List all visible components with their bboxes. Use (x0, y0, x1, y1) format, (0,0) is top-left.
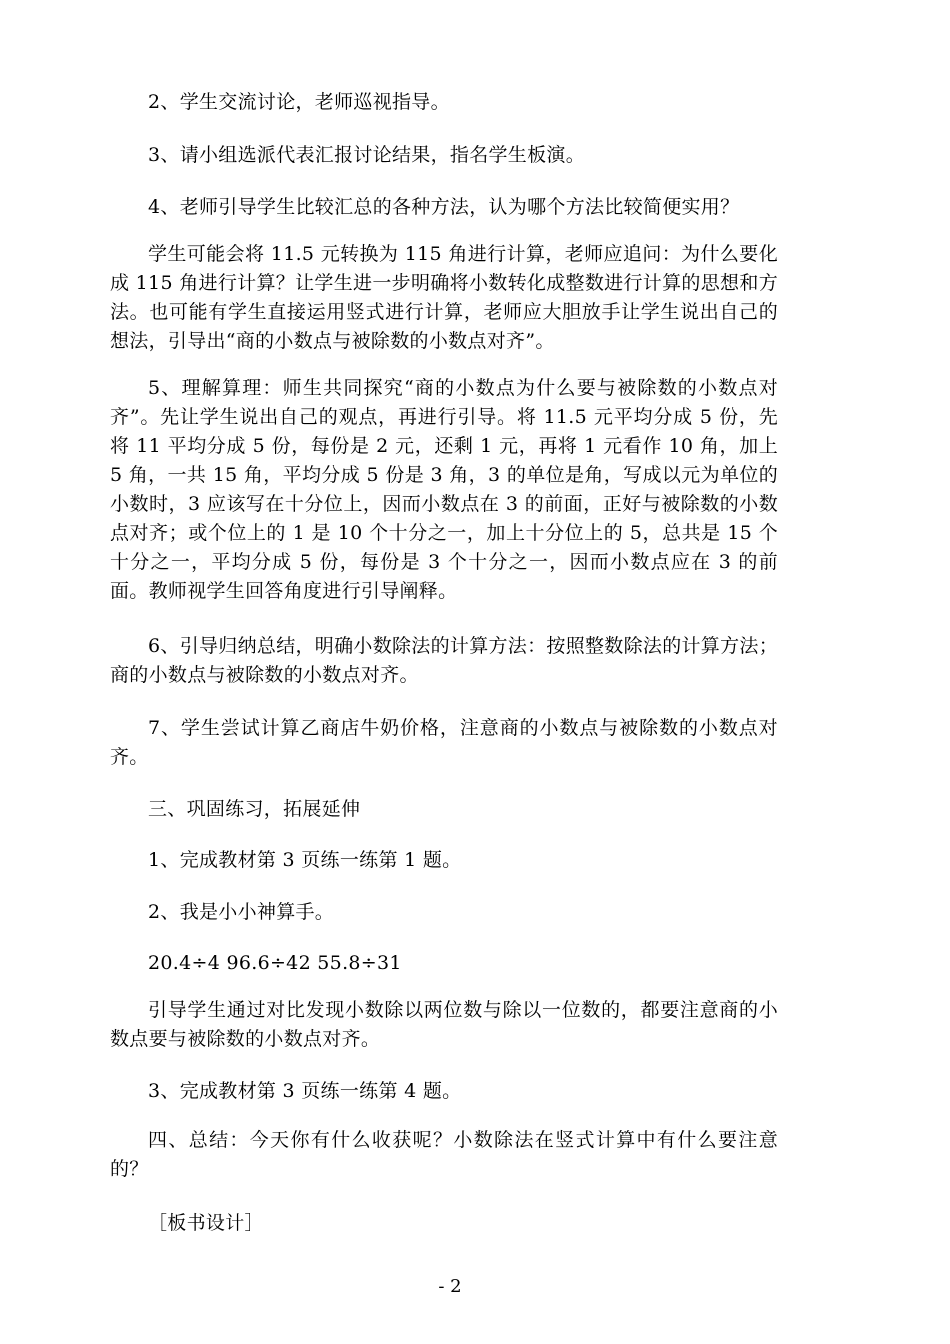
paragraph-step-4: 4、老师引导学生比较汇总的各种方法，认为哪个方法比较简便实用？ (148, 196, 740, 218)
paragraph-comparison-guide: 引导学生通过对比发现小数除以两位数与除以一位数的，都要注意商的小数点要与被除数的小数点对齐。 (110, 999, 778, 1050)
paragraph-step-3: 3、请小组选派代表汇报讨论结果，指名学生板演。 (148, 144, 585, 166)
paragraph-exercise-1: 1、完成教材第 3 页练一练第 1 题。 (148, 849, 462, 871)
paragraph-step-6-summary: 6、引导归纳总结，明确小数除法的计算方法：按照整数除法的计算方法； 商的小数点与被除数的小数点对齐。 (110, 635, 778, 686)
paragraph-student-methods: 学生可能会将 11.5 元转换为 115 角进行计算，老师应追问：为什么要化成 115 角进行计算？让学生进一步明确将小数转化成整数进行计算的思想和方法。也可能有学生直接运用竖式进行计算，老师应大胆放手让学生说出自己的想法，引导出“商的小数点与被除数的小数点对齐”。 (110, 243, 778, 352)
page-number: - 2 (438, 1276, 462, 1297)
paragraph-exercise-3: 3、完成教材第 3 页练一练第 4 题。 (148, 1080, 462, 1102)
paragraph-expressions: 20.4÷4 96.6÷42 55.8÷31 (148, 952, 402, 974)
paragraph-step-2: 2、学生交流讨论，老师巡视指导。 (148, 91, 450, 113)
section-heading-summary: 四、总结：今天你有什么收获呢？小数除法在竖式计算中有什么要注意的？ (110, 1129, 778, 1180)
paragraph-step-5-reasoning: 5、理解算理：师生共同探究“商的小数点为什么要与被除数的小数点对齐”。先让学生说出自己的观点，再进行引导。将 11.5 元平均分成 5 份，先将 11 平均分成 5 份，每份是 2 元，还剩 1 元，再将 1 元看作 10 角，加上 5 角，一共 15 角，平均分成 5 份是 3 角，3 的单位是角，写成以元为单位的小数时，3 应该写在十分位上，因而小数点在 3 的前面，正好与被除数的小数点对齐；或个位上的 1 是 10 个十分之一，加上十分位上的 5，总共是 15 个十分之一，平均分成 5 份，每份是 3 个十分之一，因而小数点应在 3 的前面。教师视学生回答角度进行引导阐释。 (110, 377, 778, 602)
section-heading-practice: 三、巩固练习，拓展延伸 (148, 798, 361, 820)
paragraph-step-7-try: 7、学生尝试计算乙商店牛奶价格，注意商的小数点与被除数的小数点对齐。 (110, 717, 778, 768)
paragraph-exercise-2: 2、我是小小神算手。 (148, 901, 335, 923)
paragraph-board-design: ［板书设计］ (148, 1212, 264, 1234)
